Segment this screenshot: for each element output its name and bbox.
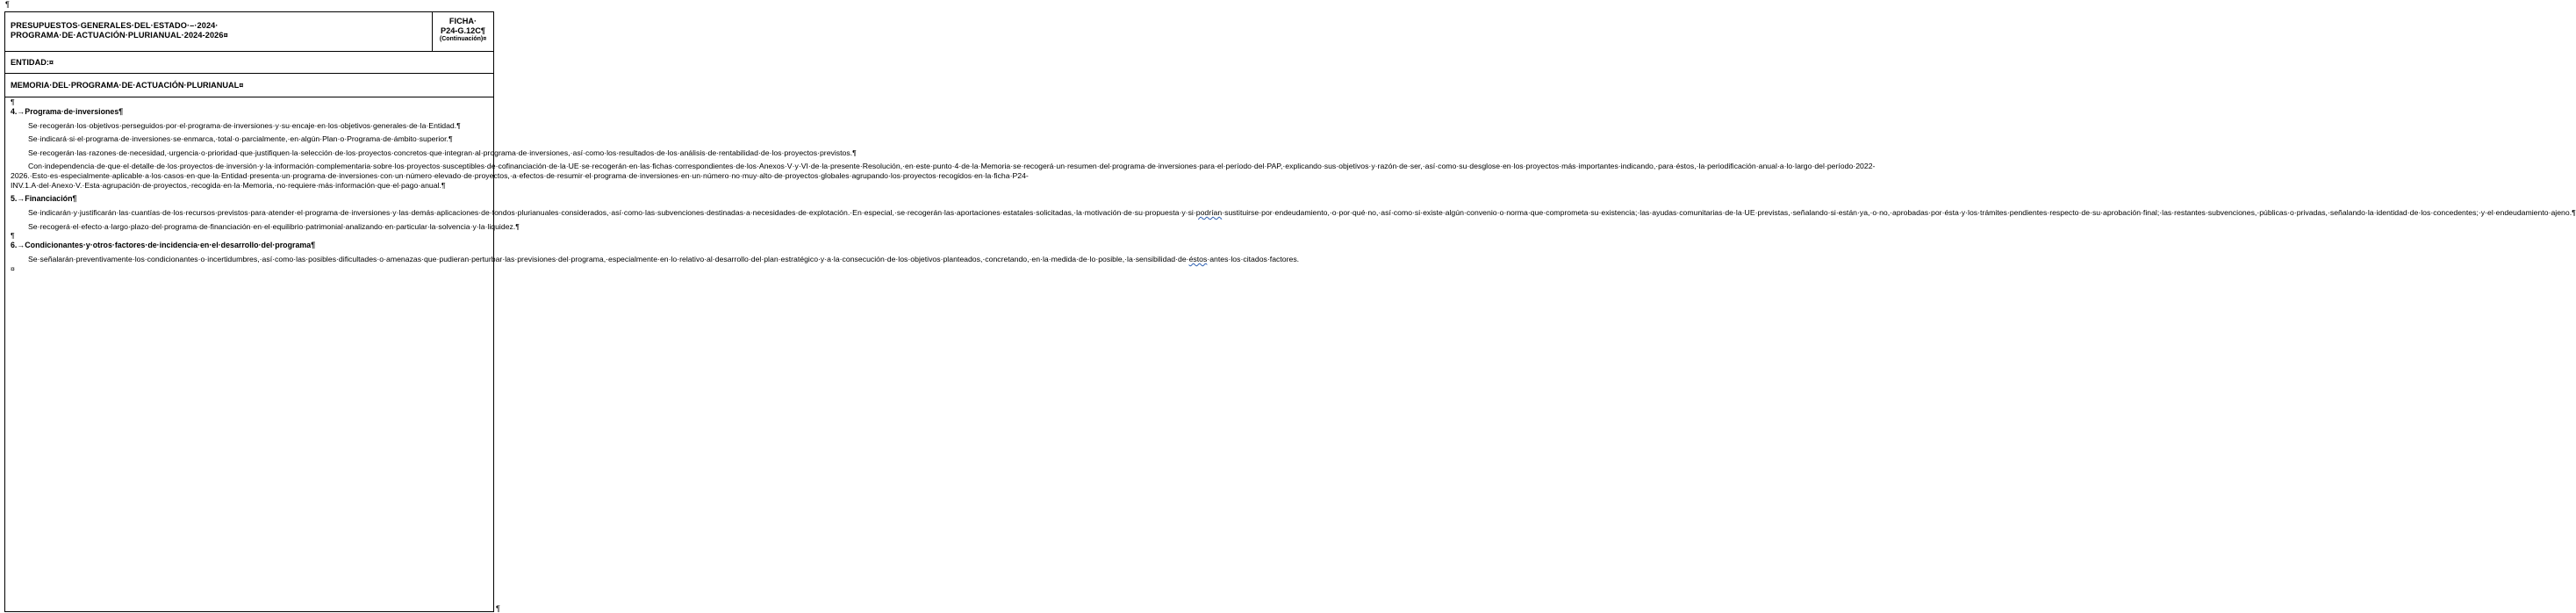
ficha-label: FICHA·: [448, 17, 477, 25]
title-line-1: PRESUPUESTOS·GENERALES·DEL·ESTADO·–·2024·: [11, 21, 219, 30]
empty-paragraph: ¶: [11, 97, 15, 106]
memoria-row: [5, 73, 493, 97]
entidad-row: [5, 51, 493, 73]
form-frame: [4, 11, 2576, 612]
ficha-box: [433, 12, 493, 51]
ficha-code: P24-G.12C¶: [440, 26, 486, 35]
section-4-paragraph-1: Se·recogerán·los·objetivos·perseguidos·por·el·programa·de·inversiones·y·su·encaje·en·los·objetivos·generales·de·la·Entidad.¶: [28, 120, 461, 130]
section-5-paragraph-2: Se·recogerá·el·efecto·a·largo·plazo·del·programa·de·financiación·en·el·equilibrio·patrimonial·analizando·en·particular·la·solvencia·y·la·liquidez.¶: [28, 221, 520, 231]
memoria-body: [5, 97, 2576, 273]
memoria-title: MEMORIA·DEL·PROGRAMA·DE·ACTUACIÓN·PLURIANUAL¤: [11, 81, 244, 90]
ficha-continuation: (Continuación)¤: [439, 36, 487, 42]
empty-paragraph: ¶: [11, 231, 15, 241]
end-pilcrow-mark: ¶: [496, 604, 500, 613]
document-title: [5, 12, 433, 51]
section-4-paragraph-2: Se·indicará·si·el·programa·de·inversiones·se·enmarca,·total·o·parcialmente,·en·algún·Plan·o·Programa·de·ámbito·superior.¶: [28, 134, 453, 144]
spellcheck-word[interactable]: éstos: [1188, 254, 1208, 263]
section-6-paragraph-1: Se·señalarán·preventivamente·los·condicionantes·o·incertidumbres,·así·como·las·posibles·dificultades·o·amenazas·que·pudieran·perturbar·las·previsiones·del·programa,·especialmente·en·lo·relativo·al·desarrollo·del·plan·estratégico·y·a·la·consecución·de·los·objetivos·planteados,·concretando,·en·la·medida·de·lo·posible,·la·sensibilidad·de·éstos·antes·los·citados·factores.¤: [11, 254, 1300, 273]
pilcrow-mark: ¶: [5, 0, 10, 9]
section-5-paragraph-1: Se·indicarán·y·justificarán·las·cuantías·de·los·recursos·previstos·para·atender·el·programa·de·inversiones·y·las·demás·aplicaciones·de·fondos·plurianuales·considerados,·así·como·las·subvenciones·destinadas·a·necesidades·de·explotación.·En·especial,·se·recogerán·las·aportaciones·estatales·solicitadas,·la·motivación·de·su·propuesta·y·si·podrían·sustituirse·por·endeudamiento,·o·por·qué·no,·así·como·si·existe·algún·convenio·o·norma·que·comprometa·su·existencia;·las·ayudas·comunitarias·de·la·UE·previstas,·señalando·si·están·ya,·o·no,·aprobadas·por·ésta·y·los·trámites·pendientes·respecto·de·su·aprobación·final;·las·restantes·subvenciones,·públicas·o·privadas,·señalando·la·identidad·de·los·concedentes;·y·el·endeudamiento·ajeno.¶: [28, 208, 2576, 218]
spellcheck-word[interactable]: podrían: [1195, 208, 1223, 218]
section-4-paragraph-3: Se·recogerán·las·razones·de·necesidad,·urgencia·o·prioridad·que·justifiquen·la·selección·de·los·proyectos·concretos·que·integran·al·programa·de·inversiones,·así·como·los·resultados·de·los·análisis·de·rentabilidad·de·los·proyectos·previstos.¶: [28, 148, 857, 157]
section-6-heading: 6.→Condicionantes·y·otros·factores·de·incidencia·en·el·desarrollo·del·programa¶: [11, 240, 316, 249]
section-4-heading: 4.→Programa·de·inversiones¶: [11, 106, 124, 116]
entidad-label: ENTIDAD:¤: [11, 58, 54, 67]
section-4-paragraph-4: Con·independencia·de·que·el·detalle·de·los·proyectos·de·inversión·y·la·información·complementaria·sobre·los·proyectos·susceptibles·de·cofinanciación·de·la·UE·se·recogerán·en·las·fichas·correspondientes·de·los·Anexos·V·y·VI·de·la·presente·Resolución,·en·este·punto·4·de·la·Memoria·se·recogerá·un·resumen·del·programa·de·inversiones·para·el·período·del·PAP,·explicando·sus·objetivos·y·razón·de·ser,·así·como·su·desglose·en·los·proyectos·más·importantes·indicando,·para·éstos,·la·periodificación·anual·a·lo·largo·del·período·2022-2026.·Esto·es·especialmente·aplicable·a·los·casos·en·que·la·Entidad·presenta·un·programa·de·inversiones·con·un·número·elevado·de·proyectos,·a·efectos·de·resumir·el·programa·de·inversiones·en·un·número·no·muy·alto·de·proyectos·globales·agrupando·los·proyectos·recogidos·en·la·ficha·P24-INV.1.A·del·Anexo·V.·Esta·agrupación·de·proyectos,·recogida·en·la·Memoria,·no·requiere·más·información·que·el·pago·anual.¶: [11, 162, 1876, 190]
title-line-2: PROGRAMA·DE·ACTUACIÓN·PLURIANUAL·2024-2026¤: [11, 31, 228, 40]
section-5-heading: 5.→Financiación¶: [11, 194, 77, 204]
